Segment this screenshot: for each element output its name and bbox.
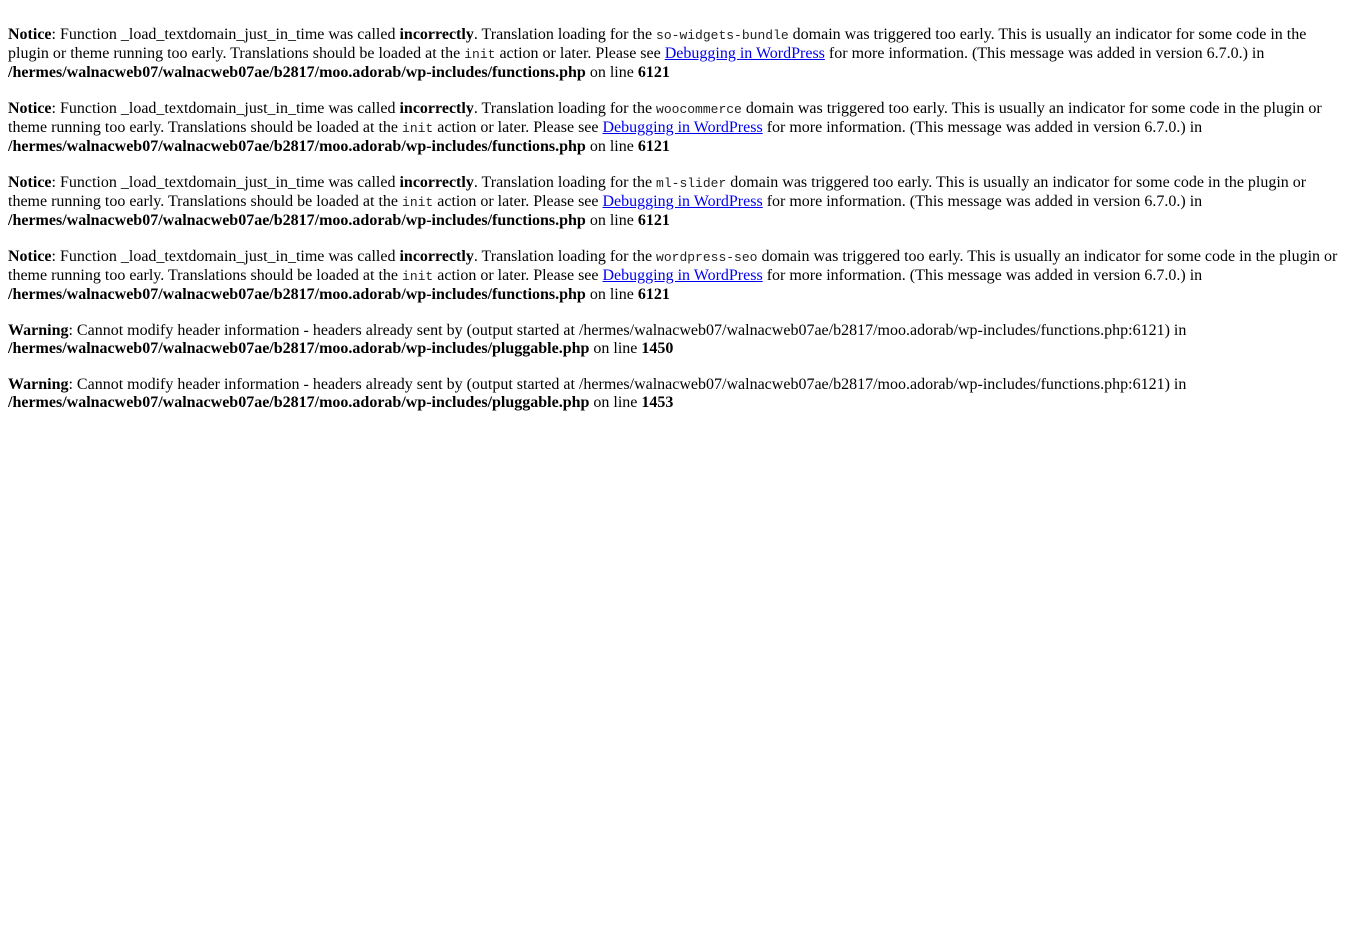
- notice-hook: init: [402, 195, 434, 210]
- notice-hook: init: [464, 47, 496, 62]
- debugging-link[interactable]: Debugging in WordPress: [602, 119, 763, 136]
- php-error-output: [0, 0, 1350, 412]
- debugging-link[interactable]: Debugging in WordPress: [602, 267, 763, 284]
- notice-message: Notice: Function _load_textdomain_just_in_time was called incorrectly. Translation loading for the so-widgets-bundle domain was triggered too early. This is usually an indicator for some code in the plugin or theme running too early. Translations should be loaded at the init action or later. Please see Debugging in WordPress for more information. (This message was added in version 6.7.0.) in /hermes/walnacweb07/walnacweb07ae/b2817/moo.adorab/wp-includes/functions.php on line 6121: [8, 26, 1307, 81]
- notice-emphasis: incorrectly: [399, 174, 474, 191]
- debugging-link[interactable]: Debugging in WordPress: [602, 193, 763, 210]
- debugging-link[interactable]: Debugging in WordPress: [664, 45, 825, 62]
- notice-message: Notice: Function _load_textdomain_just_in_time was called incorrectly. Translation loading for the ml-slider domain was triggered too early. This is usually an indicator for some code in the plugin or theme running too early. Translations should be loaded at the init action or later. Please see Debugging in WordPress for more information. (This message was added in version 6.7.0.) in /hermes/walnacweb07/walnacweb07ae/b2817/moo.adorab/wp-includes/functions.php on line 6121: [8, 174, 1307, 229]
- notice-file-path: /hermes/walnacweb07/walnacweb07ae/b2817/moo.adorab/wp-includes/functions.php: [8, 286, 586, 303]
- notice-label: Notice: [8, 100, 52, 117]
- notice-file-path: /hermes/walnacweb07/walnacweb07ae/b2817/moo.adorab/wp-includes/functions.php: [8, 212, 586, 229]
- notice-message: Notice: Function _load_textdomain_just_in_time was called incorrectly. Translation loading for the wordpress-seo domain was triggered too early. This is usually an indicator for some code in the plugin or theme running too early. Translations should be loaded at the init action or later. Please see Debugging in WordPress for more information. (This message was added in version 6.7.0.) in /hermes/walnacweb07/walnacweb07ae/b2817/moo.adorab/wp-includes/functions.php on line 6121: [8, 248, 1338, 303]
- warning-label: Warning: [8, 322, 69, 339]
- notice-line-number: 6121: [637, 212, 670, 229]
- notice-label: Notice: [8, 174, 52, 191]
- notice-emphasis: incorrectly: [399, 248, 474, 265]
- notice-domain: so-widgets-bundle: [656, 28, 789, 43]
- notice-label: Notice: [8, 248, 52, 265]
- notice-emphasis: incorrectly: [399, 26, 474, 43]
- notice-line-number: 6121: [637, 64, 670, 81]
- notice-hook: init: [402, 269, 434, 284]
- notice-label: Notice: [8, 26, 52, 43]
- notice-file-path: /hermes/walnacweb07/walnacweb07ae/b2817/moo.adorab/wp-includes/functions.php: [8, 64, 586, 81]
- notice-line-number: 6121: [637, 286, 670, 303]
- notice-domain: woocommerce: [656, 102, 742, 117]
- notice-line-number: 6121: [637, 138, 670, 155]
- warning-file-path: /hermes/walnacweb07/walnacweb07ae/b2817/moo.adorab/wp-includes/pluggable.php: [8, 394, 590, 411]
- notice-message: Notice: Function _load_textdomain_just_in_time was called incorrectly. Translation loading for the woocommerce domain was triggered too early. This is usually an indicator for some code in the plugin or theme running too early. Translations should be loaded at the init action or later. Please see Debugging in WordPress for more information. (This message was added in version 6.7.0.) in /hermes/walnacweb07/walnacweb07ae/b2817/moo.adorab/wp-includes/functions.php on line 6121: [8, 100, 1322, 155]
- warning-message: Warning: Cannot modify header information - headers already sent by (output started at /hermes/walnacweb07/walnacweb07ae/b2817/moo.adorab/wp-includes/functions.php:6121) in /hermes/walnacweb07/walnacweb07ae/b2817/moo.adorab/wp-includes/pluggable.php on line 1450: [8, 322, 1187, 357]
- warning-file-path: /hermes/walnacweb07/walnacweb07ae/b2817/moo.adorab/wp-includes/pluggable.php: [8, 340, 590, 357]
- warning-message: Warning: Cannot modify header information - headers already sent by (output started at /hermes/walnacweb07/walnacweb07ae/b2817/moo.adorab/wp-includes/functions.php:6121) in /hermes/walnacweb07/walnacweb07ae/b2817/moo.adorab/wp-includes/pluggable.php on line 1453: [8, 376, 1187, 411]
- notice-hook: init: [402, 121, 434, 136]
- warning-line-number: 1453: [641, 394, 674, 411]
- notice-domain: ml-slider: [656, 176, 727, 191]
- notice-domain: wordpress-seo: [656, 250, 758, 265]
- warning-label: Warning: [8, 376, 69, 393]
- notice-emphasis: incorrectly: [399, 100, 474, 117]
- warning-line-number: 1450: [641, 340, 674, 357]
- notice-file-path: /hermes/walnacweb07/walnacweb07ae/b2817/moo.adorab/wp-includes/functions.php: [8, 138, 586, 155]
